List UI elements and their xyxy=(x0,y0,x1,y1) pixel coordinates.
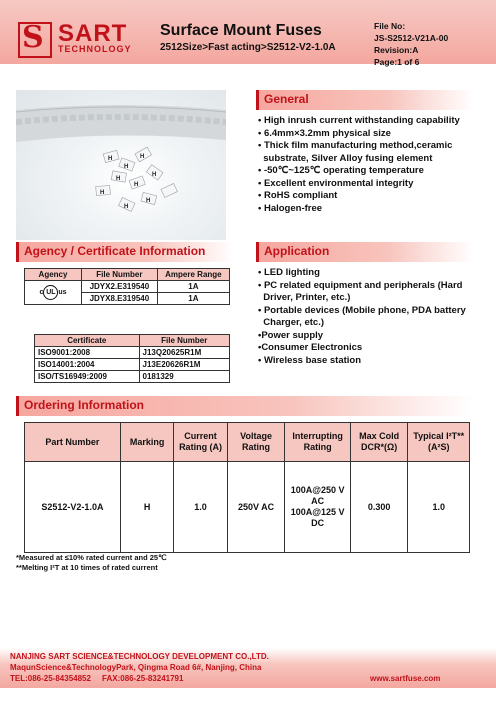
table-cell: 0.300 xyxy=(350,462,408,553)
svg-text:H: H xyxy=(124,164,129,170)
table-cell: JDYX2.E319540 xyxy=(82,281,158,293)
svg-text:H: H xyxy=(116,176,121,182)
table-row xyxy=(25,281,230,293)
table-header: Marking xyxy=(120,423,173,462)
brand-sub: TECHNOLOGY xyxy=(58,44,132,54)
application-list xyxy=(258,267,466,367)
file-no-label: File No: xyxy=(374,21,406,31)
table-header: Interrupting Rating xyxy=(285,423,351,462)
table-cell: JDYX8.E319540 xyxy=(82,293,158,305)
page-subtitle: 2512Size>Fast acting>S2512-V2-1.0A xyxy=(160,42,336,53)
footer-contact: TEL:086-25-84354852 FAX:086-25-83241791 xyxy=(10,674,184,683)
section-application-title: Application xyxy=(264,244,330,258)
certificate-table xyxy=(34,334,230,383)
footnotes xyxy=(16,553,167,573)
table-header: Part Number xyxy=(25,423,121,462)
table-cell: 1.0 xyxy=(174,462,227,553)
footer-company: NANJING SART SCIENCE&TECHNOLOGY DEVELOPMENT CO.,LTD. xyxy=(10,652,269,661)
list-item: • Wireless base station xyxy=(258,354,362,366)
ul-mark-cell xyxy=(25,281,82,305)
table-header: Certificate xyxy=(35,335,140,347)
table-header: File Number xyxy=(139,335,229,347)
svg-text:H: H xyxy=(100,190,105,196)
list-item: •Power supply xyxy=(258,329,324,341)
table-cell: ISO9001:2008 xyxy=(35,347,140,359)
file-info xyxy=(374,20,448,68)
ul-logo-icon: c UL us xyxy=(39,289,66,296)
table-cell: 0181329 xyxy=(139,371,229,383)
table-cell: ISO/TS16949:2009 xyxy=(35,371,140,383)
svg-text:H: H xyxy=(152,172,157,178)
logo-mark: S xyxy=(22,20,44,55)
svg-text:H: H xyxy=(140,154,145,160)
agency-table xyxy=(24,268,230,305)
list-item: • LED lighting xyxy=(258,267,320,278)
product-photo xyxy=(16,90,226,240)
list-item: • Thick film manufacturing method,ceramic xyxy=(258,140,453,151)
table-cell: 1A xyxy=(157,293,229,305)
table-row xyxy=(35,347,230,359)
table-cell: 250V AC xyxy=(227,462,285,553)
footer-website[interactable]: www.sartfuse.com xyxy=(370,674,441,683)
page-number: Page:1 of 6 xyxy=(374,57,420,67)
section-agency xyxy=(16,242,233,262)
svg-text:H: H xyxy=(134,182,139,188)
table-cell: ISO14001:2004 xyxy=(35,359,140,371)
table-row xyxy=(35,371,230,383)
table-cell: S2512-V2-1.0A xyxy=(25,462,121,553)
page-title: Surface Mount Fuses xyxy=(160,22,322,39)
list-item: •Consumer Electronics xyxy=(258,342,363,353)
file-no: JS-S2512-V21A-00 xyxy=(374,33,449,43)
table-header-row xyxy=(25,269,230,281)
revision: Revision:A xyxy=(374,45,419,55)
svg-text:H: H xyxy=(124,204,129,210)
list-item: • 6.4mm×3.2mm physical size xyxy=(258,127,391,139)
svg-text:H: H xyxy=(146,198,151,204)
table-header: File Number xyxy=(82,269,158,281)
section-general xyxy=(256,90,473,110)
footnote: *Measured at ≤10% rated current and 25℃ xyxy=(16,553,167,562)
table-header: Agency xyxy=(25,269,82,281)
general-list xyxy=(258,115,460,215)
table-cell: 1.0 xyxy=(408,462,470,553)
table-row xyxy=(35,359,230,371)
section-general-title: General xyxy=(264,92,309,106)
section-ordering-title: Ordering Information xyxy=(24,398,144,412)
table-row xyxy=(25,462,470,553)
list-item: • PC related equipment and peripherals (Hard xyxy=(258,279,463,291)
list-item: Driver, Printer, etc.) xyxy=(258,292,351,303)
table-cell: H xyxy=(120,462,173,553)
table-header: Max Cold DCR*(Ω) xyxy=(350,423,408,462)
table-cell: 1A xyxy=(157,281,229,293)
section-ordering xyxy=(16,396,473,416)
list-item: • High inrush current withstanding capability xyxy=(258,115,460,126)
table-header-row xyxy=(25,423,470,462)
fuse-photo-illustration xyxy=(16,90,226,240)
list-item: • RoHS compliant xyxy=(258,190,338,201)
list-item: Charger, etc.) xyxy=(258,317,324,328)
brand-name: SART xyxy=(58,20,128,47)
list-item: • -50℃~125℃ operating temperature xyxy=(258,165,424,176)
table-header: Current Rating (A) xyxy=(174,423,227,462)
table-header-row xyxy=(35,335,230,347)
section-application xyxy=(256,242,473,262)
svg-text:H: H xyxy=(108,156,113,162)
ordering-table xyxy=(24,422,470,553)
list-item: • Portable devices (Mobile phone, PDA battery xyxy=(258,304,466,316)
table-header: Typical I²T** (A²S) xyxy=(408,423,470,462)
list-item: • Halogen-free xyxy=(258,202,323,214)
list-item: substrate, Silver Alloy fusing element xyxy=(258,152,433,164)
footnote: **Melting I²T at 10 times of rated current xyxy=(16,563,158,572)
table-cell: 100A@250 V AC 100A@125 V DC xyxy=(285,462,351,553)
table-header: Ampere Range xyxy=(157,269,229,281)
table-cell: J13E20626R1M xyxy=(139,359,229,371)
list-item: • Excellent environmental integrity xyxy=(258,177,414,189)
table-header: Voltage Rating xyxy=(227,423,285,462)
table-cell: J13Q20625R1M xyxy=(139,347,229,359)
section-agency-title: Agency / Certificate Information xyxy=(24,244,206,258)
footer-address: MaqunScience&TechnologyPark, Qingma Road 6#, Nanjing, China xyxy=(10,663,262,672)
